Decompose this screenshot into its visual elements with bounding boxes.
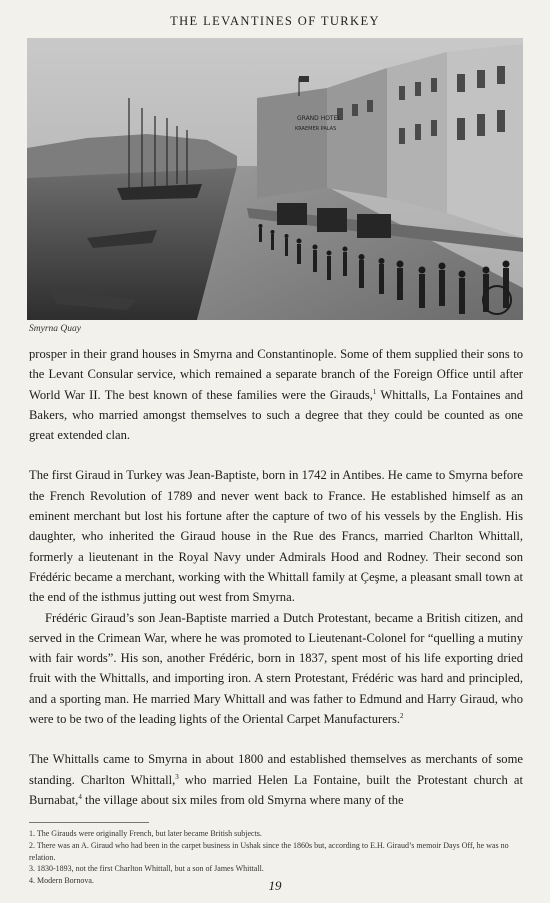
body-text (29, 344, 523, 810)
running-head: THE LEVANTINES OF TURKEY (170, 14, 380, 28)
paragraph-3: Frédéric Giraud’s son Jean-Baptiste married a Dutch Protestant, became a British citizen, and served in the Crimean War, where he was promoted to Lieutenant-Colonel for “quelling a mutiny with fair words”. His son, another Frédéric, born in 1837, spent most of his life exporting dried fruit with the Whittalls, and importing iron. A stern Protestant, Frédéric was hard and principled, and a sporting man. He married Mary Whittall and was father to Edmund and Harry Giraud, who were to be two of the leading lights of the Oriental Carpet Manufacturers.$^2$ (29, 610, 523, 727)
footnote-ref-4: 4 (78, 792, 82, 801)
hotel-sign: GRAND HOTEL (297, 115, 341, 122)
photo-caption: Smyrna Quay (29, 324, 81, 334)
footnote-ref-2: 2 (400, 712, 404, 721)
paragraph-4: The Whittalls came to Smyrna in about 1800 and established themselves as merchants of some standing. Charlton Whittall,$^3$ who married Helen La Fontaine, built the Protestant church at Burnabat,$^4$ the village about six miles from old Smyrna where many of the (29, 752, 523, 807)
footnote-3: 3. 1830-1893, not the first Charlton Whittall, but a son of James Whittall. (29, 864, 264, 874)
footnote-ref-1: 1 (372, 387, 377, 396)
footnote-rule (29, 822, 149, 823)
footnote-2: 2. There was an A. Giraud who had been in the carpet business in Ushak since the 1860s but, according to E.H. Giraud’s memoir Days Off, he was no relation. (29, 840, 509, 862)
footnote-4: 4. Modern Bornova. (29, 876, 94, 886)
page-number: 19 (268, 878, 282, 893)
paragraph-2: The first Giraud in Turkey was Jean-Baptiste, born in 1742 in Antibes. He came to Smyrna before the French Revolution of 1789 and never went back to France. He established himself as an eminent merchant but lost his fortune after the capture of two of his vessels by the English. His daughter, who inherited the Giraud house in the Rue des Francs, married Charlton Whittall, formerly a lieutenant in the Royal Navy under Admirals Hood and Rodney. Their second son Frédéric became a merchant, working with the Whittall family at Çeşme, a pleasant small town at the end of the isthmus jutting out west from Smyrna. (29, 468, 523, 605)
footnote-1: 1. The Girauds were originally French, but later became British subjects. (29, 829, 262, 838)
smyrna-quay-photo (27, 38, 523, 320)
paragraph-1: prosper in their grand houses in Smyrna and Constantinople. Some of them supplied their sons to the Levant Consular service, which remained a separate branch of the Foreign Office until after World War II. The best known of these families were the Girauds,$^1$ Whittalls, La Fontaines and Bakers, who married amongst themselves to such a degree that they could be counted as one great extended clan. (29, 347, 523, 443)
hotel-sign-sub: KRAEMER PALAS (295, 126, 337, 132)
footnote-ref-3: 3 (175, 772, 179, 781)
